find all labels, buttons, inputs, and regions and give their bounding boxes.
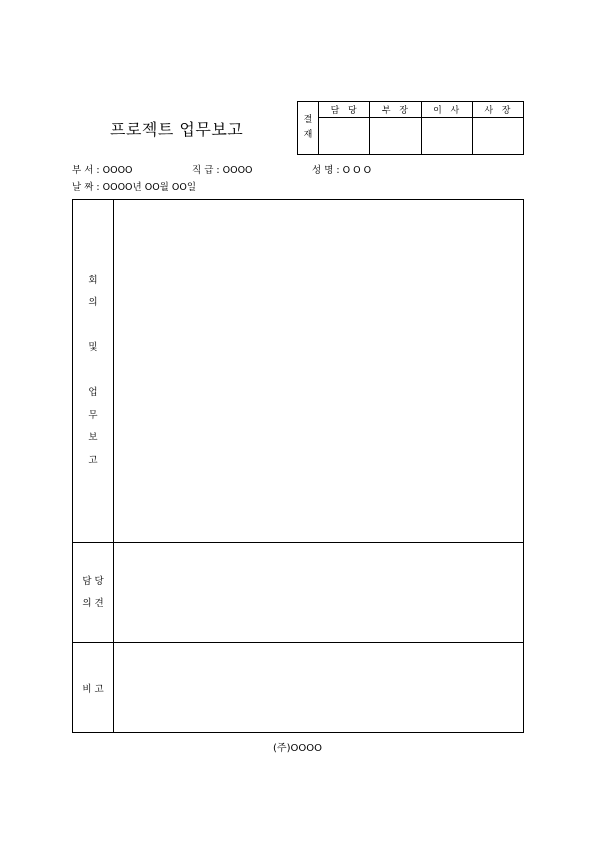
date-field: 날 짜 : OOOO년 OO월 OO일 [72,182,197,193]
document-title: 프로젝트 업무보고 [110,120,244,139]
report-table [72,199,524,733]
rank-field: 직 급 : OOOO [192,165,253,176]
meeting-report-label [73,200,114,542]
label-char: 및 [88,342,98,354]
label-char [91,360,94,383]
remarks-content[interactable] [114,643,523,732]
approval-header-row [319,102,523,118]
label-char: 보 [88,432,98,444]
opinion-label [73,543,114,642]
label-char: 회 [88,274,98,286]
approval-role-department-head: 부 장 [370,102,421,117]
label-char [91,315,94,338]
approval-role-president: 사 장 [484,106,512,116]
approval-side-char: 재 [303,130,313,140]
remarks-label [73,643,114,732]
approval-role-manager-in-charge: 담 당 [319,102,370,117]
meeting-report-row [73,200,523,543]
label-char: 무 [88,409,98,421]
approval-table [297,101,524,155]
approval-side-char: 결 [303,115,313,125]
signature-box[interactable] [370,118,421,154]
company-footer: (주)OOOO [273,743,322,754]
approval-signature-row [319,118,523,154]
signature-box[interactable] [319,118,370,154]
approval-role-director: 이 사 [422,102,473,117]
label-char: 의 [88,297,98,309]
department-field: 부 서 : OOOO [72,165,133,176]
name-field: 성 명 : O O O [312,165,372,176]
label-line: 담 당 [82,575,104,587]
label-line: 비 고 [82,683,104,695]
signature-box[interactable] [473,118,523,154]
approval-side-label [298,102,319,154]
signature-box[interactable] [422,118,473,154]
opinion-content[interactable] [114,543,523,642]
meeting-report-content[interactable] [114,200,523,542]
opinion-row [73,543,523,643]
label-char: 고 [88,454,98,466]
label-line: 의 견 [82,597,104,609]
label-char: 업 [88,387,98,399]
remarks-row [73,643,523,732]
